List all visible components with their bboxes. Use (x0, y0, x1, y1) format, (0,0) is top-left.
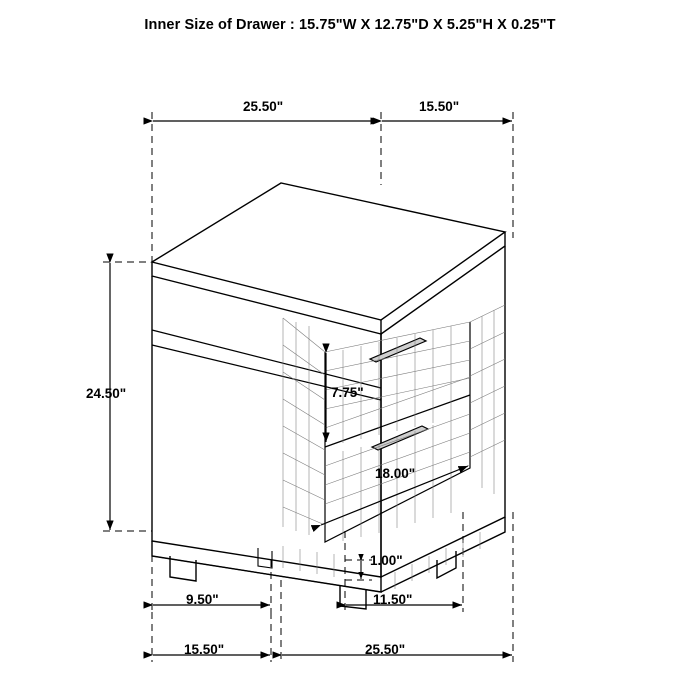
dim-label-bottom-left-small: 9.50" (186, 592, 219, 607)
dim-label-drawer-width: 18.00" (375, 466, 416, 481)
dim-label-bottom-left: 15.50" (184, 642, 225, 657)
dim-label-bottom-right: 25.50" (365, 642, 406, 657)
page-title: Inner Size of Drawer : 15.75"W X 12.75"D X 5.25"H X 0.25"T (144, 17, 556, 33)
dim-label-left-height: 24.50" (86, 386, 127, 401)
dim-label-bottom-mid-small: 11.50" (373, 592, 413, 607)
dim-label-drawer-height: 7.75" (331, 385, 364, 400)
dim-label-top-right: 15.50" (419, 99, 460, 114)
dim-label-foot-height: 1.00" (370, 553, 403, 568)
dim-label-top-left: 25.50" (243, 99, 284, 114)
